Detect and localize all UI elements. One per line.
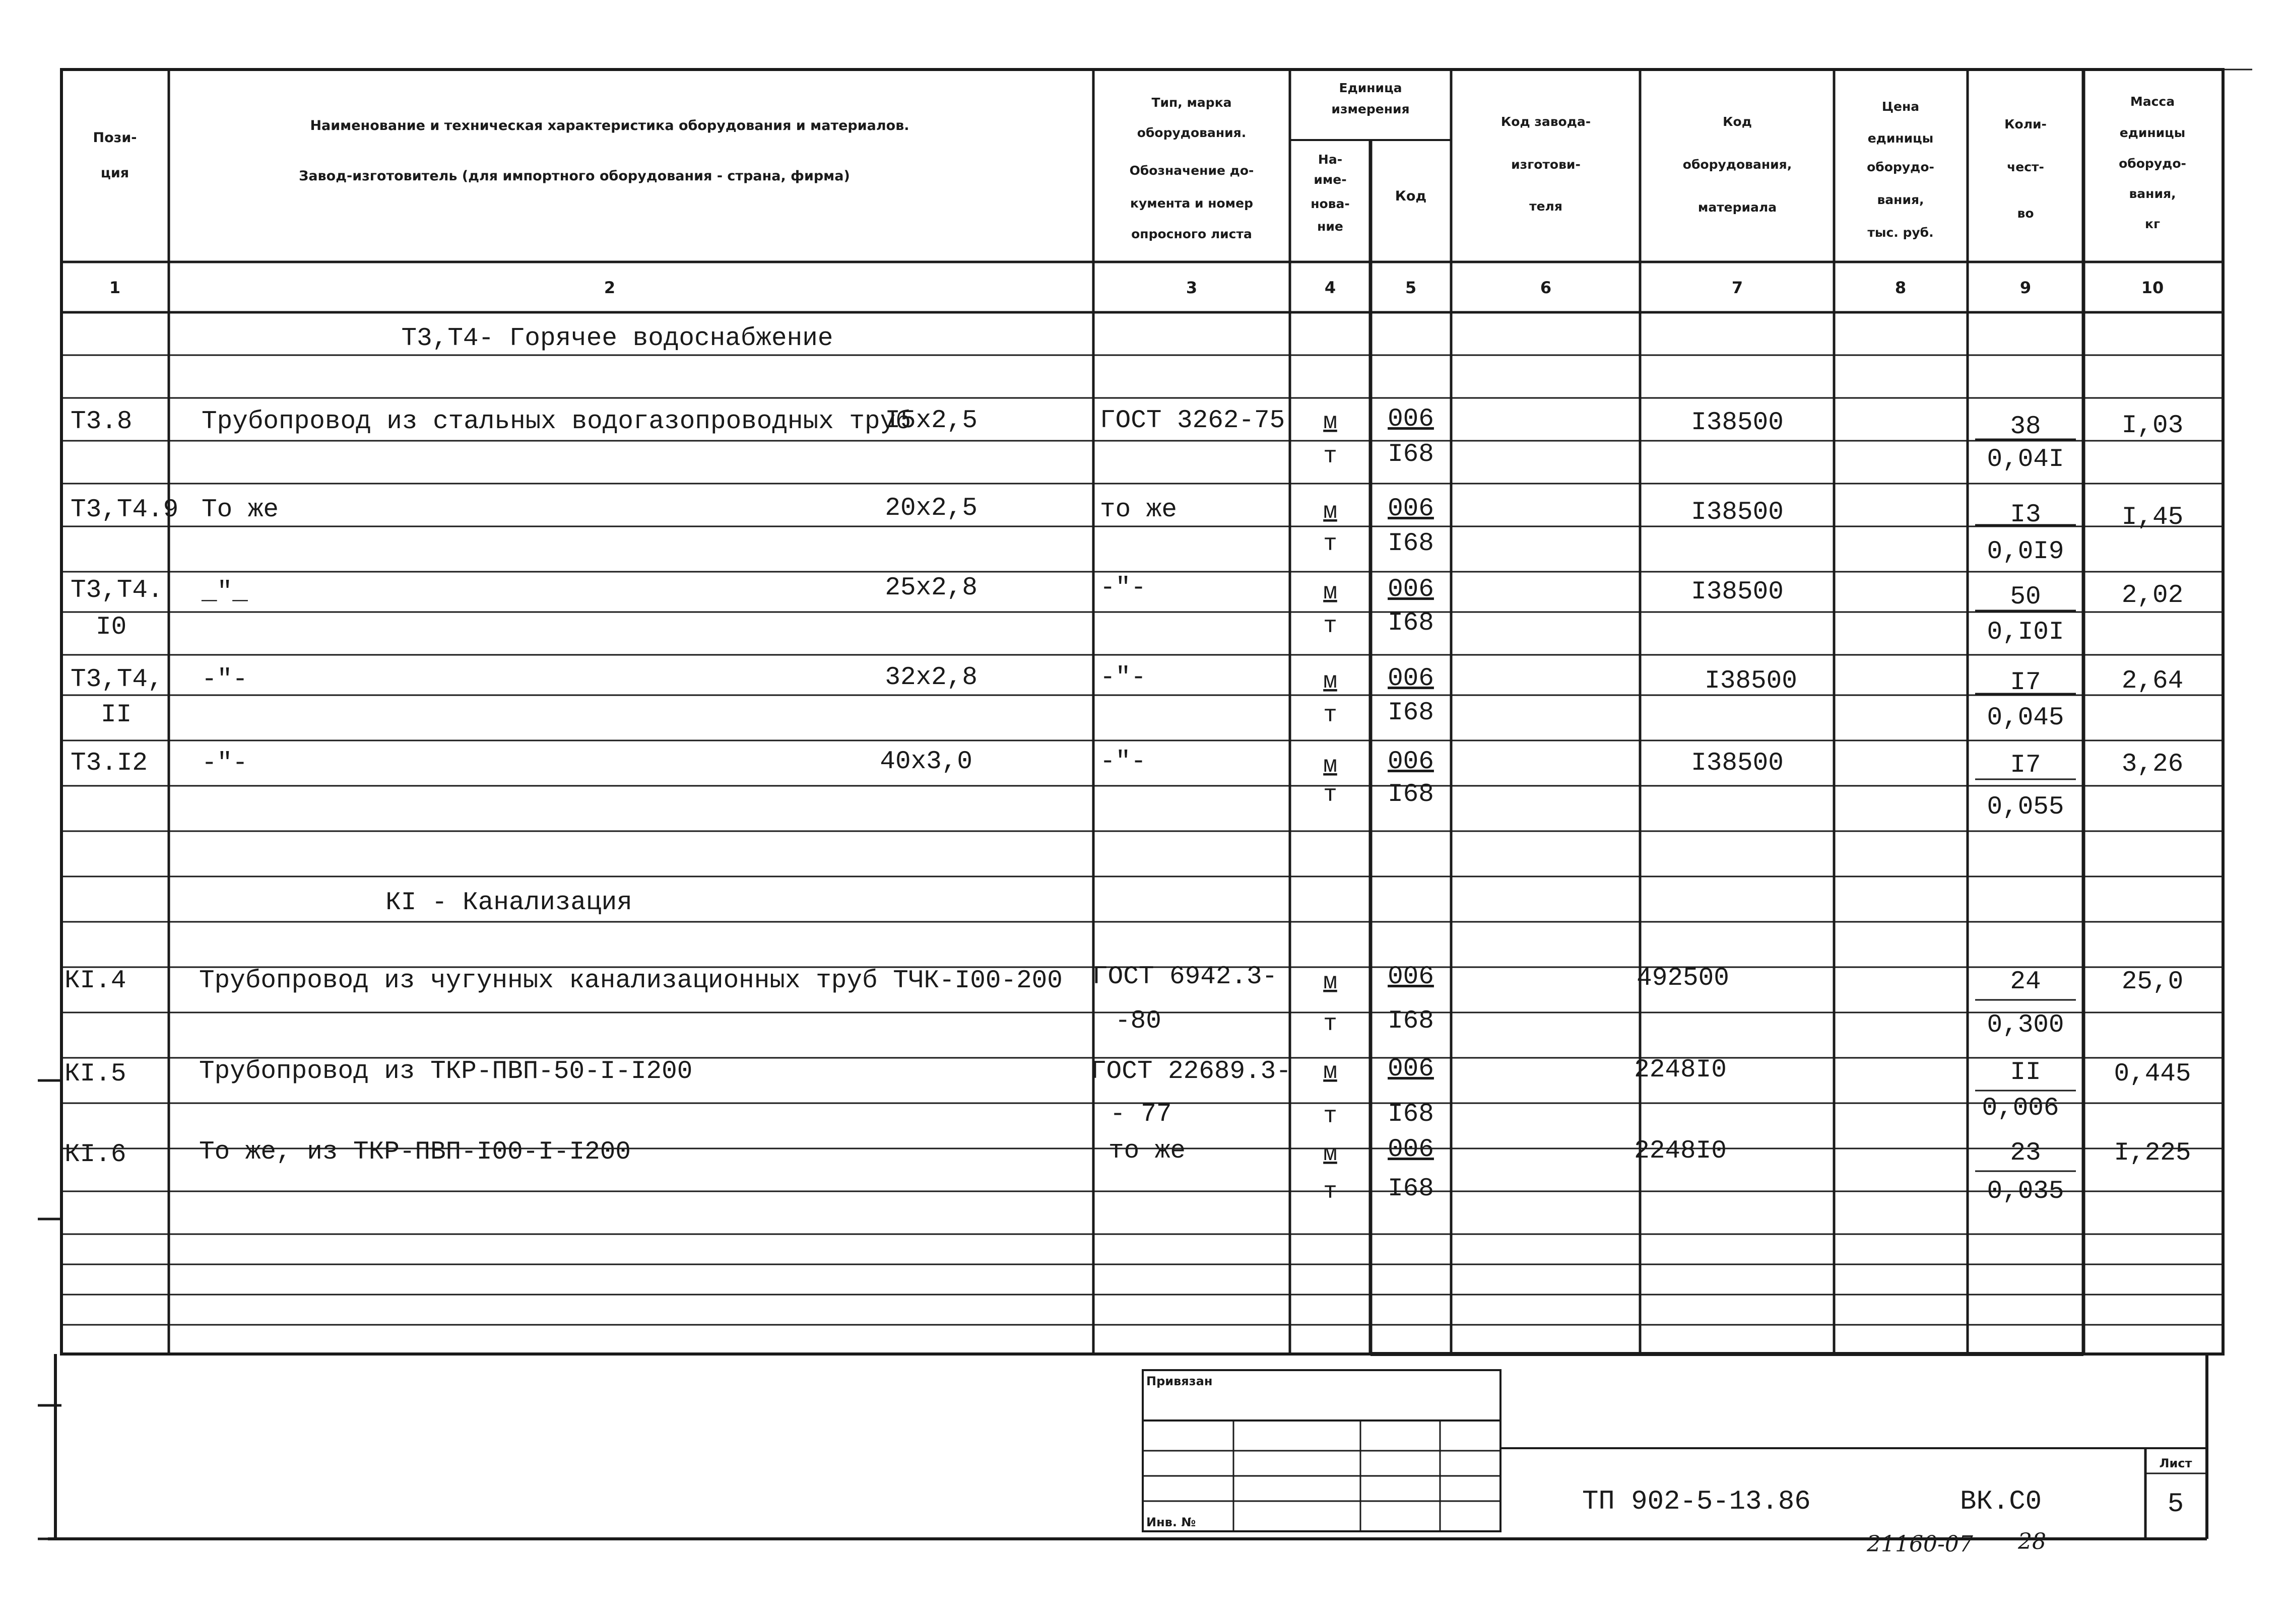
inventory-label: Инв. № xyxy=(1146,1515,1196,1529)
item-name: Трубопровод из чугунных канализационных труб ТЧК-I00-200 xyxy=(199,967,1063,995)
column-number: 10 xyxy=(2141,278,2164,297)
unit-m: м xyxy=(1323,499,1337,525)
equipment-code: I38500 xyxy=(1691,409,1784,437)
attached-label: Привязан xyxy=(1146,1374,1213,1388)
item-size: I5x2,5 xyxy=(885,407,977,435)
header-col6-line3: теля xyxy=(1529,199,1562,214)
equipment-code: 492500 xyxy=(1637,964,1729,993)
header-col4-line4: ние xyxy=(1317,219,1343,234)
unit-t: т xyxy=(1323,782,1337,808)
header-col9-line1: Коли- xyxy=(2004,117,2047,131)
unit-t: т xyxy=(1323,702,1337,728)
sheet-label: Лист xyxy=(2159,1456,2192,1470)
header-col8-line1: Цена xyxy=(1881,99,1920,114)
document-section: ВК.С0 xyxy=(1960,1486,2042,1517)
document: ГОСТ 6942.3- xyxy=(1092,963,1278,991)
header-col3-line2: оборудования. xyxy=(1137,125,1247,140)
quantity-t: 0,I0I xyxy=(1987,618,2064,647)
header-col2-line2: Завод-изготовитель (для импортного оборудования - страна, фирма) xyxy=(299,168,850,184)
unit-code-m: 006 xyxy=(1388,664,1434,693)
header-col4-line3: нова- xyxy=(1311,196,1350,211)
unit-code-t: I68 xyxy=(1388,609,1434,638)
table-row xyxy=(64,1055,2191,1129)
quantity: I7 xyxy=(2010,668,2041,697)
unit-m: м xyxy=(1323,969,1337,995)
mass: 3,26 xyxy=(2121,750,2184,779)
header-col8-line4: вания, xyxy=(1877,192,1924,207)
header-col7-line1: Код xyxy=(1723,114,1752,129)
unit-t: т xyxy=(1323,1011,1337,1037)
equipment-code: 2248I0 xyxy=(1634,1137,1727,1166)
header-col3-line5: опросного листа xyxy=(1131,227,1252,241)
table-row xyxy=(71,748,2183,822)
quantity: I3 xyxy=(2010,501,2041,529)
unit-code-t: I68 xyxy=(1388,529,1434,558)
mass: I,03 xyxy=(2121,412,2184,440)
equipment-code: I38500 xyxy=(1691,578,1784,606)
unit-code-m: 006 xyxy=(1388,575,1434,604)
document: -"- xyxy=(1100,748,1146,776)
header-col9-line2: чест- xyxy=(2007,160,2044,174)
margin-ticks xyxy=(38,70,2252,1539)
position: Т3,Т4, xyxy=(71,665,163,694)
column-number: 6 xyxy=(1540,278,1552,297)
unit-code-t: I68 xyxy=(1388,699,1434,727)
equipment-code: I38500 xyxy=(1691,498,1784,527)
header-col8-line2: единицы xyxy=(1867,131,1934,146)
section-title-sewer: КI - Канализация xyxy=(385,889,632,917)
document: -"- xyxy=(1100,574,1146,602)
quantity: 50 xyxy=(2010,583,2041,612)
header-col5: Код xyxy=(1395,188,1427,204)
item-size: 25x2,8 xyxy=(885,574,977,602)
header-col8-line5: тыс. руб. xyxy=(1867,225,1934,240)
position: КI.4 xyxy=(64,967,126,995)
header-col7-line2: оборудования, xyxy=(1682,157,1792,172)
header-col7-line3: материала xyxy=(1698,200,1777,215)
column-number-row xyxy=(109,278,2164,297)
equipment-code: 2248I0 xyxy=(1634,1056,1727,1085)
column-number: 1 xyxy=(109,278,121,297)
document-number: ТП 902-5-13.86 xyxy=(1582,1486,1811,1517)
column-number: 2 xyxy=(604,278,616,297)
document-continued: - 77 xyxy=(1110,1100,1172,1129)
header-col8-line3: оборудо- xyxy=(1867,160,1934,174)
table-header xyxy=(93,81,2186,241)
header-col10-line4: вания, xyxy=(2129,186,2176,201)
unit-t: т xyxy=(1323,1103,1337,1129)
column-number: 7 xyxy=(1731,278,1743,297)
quantity: I7 xyxy=(2010,751,2041,780)
column-number: 3 xyxy=(1186,278,1198,297)
unit-code-m: 006 xyxy=(1388,963,1434,991)
header-col6-line1: Код завода- xyxy=(1500,114,1591,129)
item-name: -"- xyxy=(202,749,248,778)
equipment-code: I38500 xyxy=(1691,749,1784,778)
unit-t: т xyxy=(1323,1179,1337,1205)
unit-m: м xyxy=(1323,1059,1337,1085)
section-title-hot-water: Т3,Т4- Горячее водоснабжение xyxy=(401,324,833,353)
document: ГОСТ 22689.3- xyxy=(1091,1057,1291,1086)
table-row xyxy=(71,494,2183,566)
mass: 25,0 xyxy=(2121,968,2184,996)
document: то же xyxy=(1108,1137,1186,1166)
quantity: II xyxy=(2010,1058,2041,1087)
quantity-t: 0,006 xyxy=(1982,1094,2059,1123)
item-name: Трубопровод из ТКР-ПВП-50-I-I200 xyxy=(199,1057,693,1086)
item-size: 32x2,8 xyxy=(885,663,977,692)
position: Т3,Т4. xyxy=(71,576,163,605)
item-size: 20x2,5 xyxy=(885,494,977,523)
unit-m: м xyxy=(1323,409,1337,435)
position: Т3.8 xyxy=(71,408,133,436)
column-number: 4 xyxy=(1324,278,1336,297)
mass: I,45 xyxy=(2121,503,2184,532)
unit-m: м xyxy=(1323,753,1337,779)
header-col10-line3: оборудо- xyxy=(2119,156,2186,171)
document-continued: -80 xyxy=(1115,1007,1161,1036)
unit-code-t: I68 xyxy=(1388,440,1434,469)
mass: 2,02 xyxy=(2121,581,2184,610)
item-name: _"_ xyxy=(202,578,248,606)
quantity-t: 0,04I xyxy=(1987,445,2064,474)
header-col1-line1: Пози- xyxy=(93,130,137,146)
position-continued: I0 xyxy=(96,613,127,642)
position: Т3.I2 xyxy=(71,749,148,778)
column-number: 9 xyxy=(2019,278,2032,297)
page-number: 28 xyxy=(2018,1529,2046,1554)
mass: 0,445 xyxy=(2114,1060,2191,1089)
table-row xyxy=(71,405,2183,474)
table-row xyxy=(64,1135,2191,1206)
document: ГОСТ 3262-75 xyxy=(1100,407,1285,435)
position: Т3,Т4.9 xyxy=(71,496,179,524)
position: КI.6 xyxy=(64,1140,126,1169)
unit-t: т xyxy=(1323,531,1337,557)
quantity-t: 0,300 xyxy=(1987,1011,2064,1040)
header-unit-group-line1: Единица xyxy=(1339,81,1402,95)
item-size: 40x3,0 xyxy=(880,748,972,776)
item-name: Трубопровод из стальных водогазопроводных труб xyxy=(202,408,911,436)
unit-code-t: I68 xyxy=(1388,780,1434,809)
header-col3-line3: Обозначение до- xyxy=(1129,163,1254,178)
header-col9-line3: во xyxy=(2017,206,2034,221)
item-name: То же, из ТКР-ПВП-I00-I-I200 xyxy=(199,1138,631,1167)
unit-code-t: I68 xyxy=(1388,1100,1434,1129)
quantity: 24 xyxy=(2010,968,2041,996)
header-col3-line1: Тип, марка xyxy=(1151,95,1232,110)
item-name: То же xyxy=(202,496,279,524)
item-name: -"- xyxy=(202,665,248,694)
sheet-number: 5 xyxy=(2167,1489,2184,1520)
header-col10-line1: Масса xyxy=(2130,94,2175,109)
unit-code-m: 006 xyxy=(1388,748,1434,776)
table-row xyxy=(71,663,2183,732)
table-row xyxy=(71,574,2183,647)
quantity: 38 xyxy=(2010,413,2041,441)
column-number: 5 xyxy=(1405,278,1417,297)
quantity-t: 0,055 xyxy=(1987,793,2064,822)
header-col10-line2: единицы xyxy=(2119,125,2186,140)
header-col10-line5: кг xyxy=(2144,217,2161,231)
table-row xyxy=(64,963,2183,1040)
unit-m: м xyxy=(1323,1141,1337,1167)
position-continued: II xyxy=(101,701,132,729)
unit-code-m: 006 xyxy=(1388,1135,1434,1164)
header-col4-line2: име- xyxy=(1314,172,1347,187)
header-col2-line1: Наименование и техническая характеристика оборудования и материалов. xyxy=(310,118,909,133)
header-col1-line2: ция xyxy=(100,165,129,181)
quantity-t: 0,045 xyxy=(1987,704,2064,732)
unit-t: т xyxy=(1323,443,1337,469)
unit-code-m: 006 xyxy=(1388,1055,1434,1084)
header-unit-group-line2: измерения xyxy=(1331,102,1410,116)
header-col4-line1: На- xyxy=(1318,152,1343,167)
document: то же xyxy=(1100,496,1178,524)
equipment-code: I38500 xyxy=(1705,667,1797,696)
header-col6-line2: изготови- xyxy=(1511,157,1581,172)
unit-code-m: 006 xyxy=(1388,405,1434,434)
unit-m: м xyxy=(1323,668,1337,695)
mass: I,225 xyxy=(2114,1139,2191,1168)
quantity: 23 xyxy=(2010,1139,2041,1168)
quantity-t: 0,0I9 xyxy=(1987,537,2064,566)
mass: 2,64 xyxy=(2121,667,2184,696)
unit-code-m: 006 xyxy=(1388,495,1434,523)
title-block xyxy=(48,1354,2207,1539)
header-col3-line4: кумента и номер xyxy=(1130,196,1253,211)
unit-m: м xyxy=(1323,579,1337,605)
archive-number: 21160-07 xyxy=(1867,1531,1973,1557)
document: -"- xyxy=(1100,663,1146,692)
unit-code-t: I68 xyxy=(1388,1175,1434,1203)
position: КI.5 xyxy=(64,1060,126,1089)
column-number: 8 xyxy=(1895,278,1907,297)
unit-t: т xyxy=(1323,613,1337,639)
unit-code-t: I68 xyxy=(1388,1007,1434,1036)
quantity-t: 0,035 xyxy=(1987,1177,2064,1206)
